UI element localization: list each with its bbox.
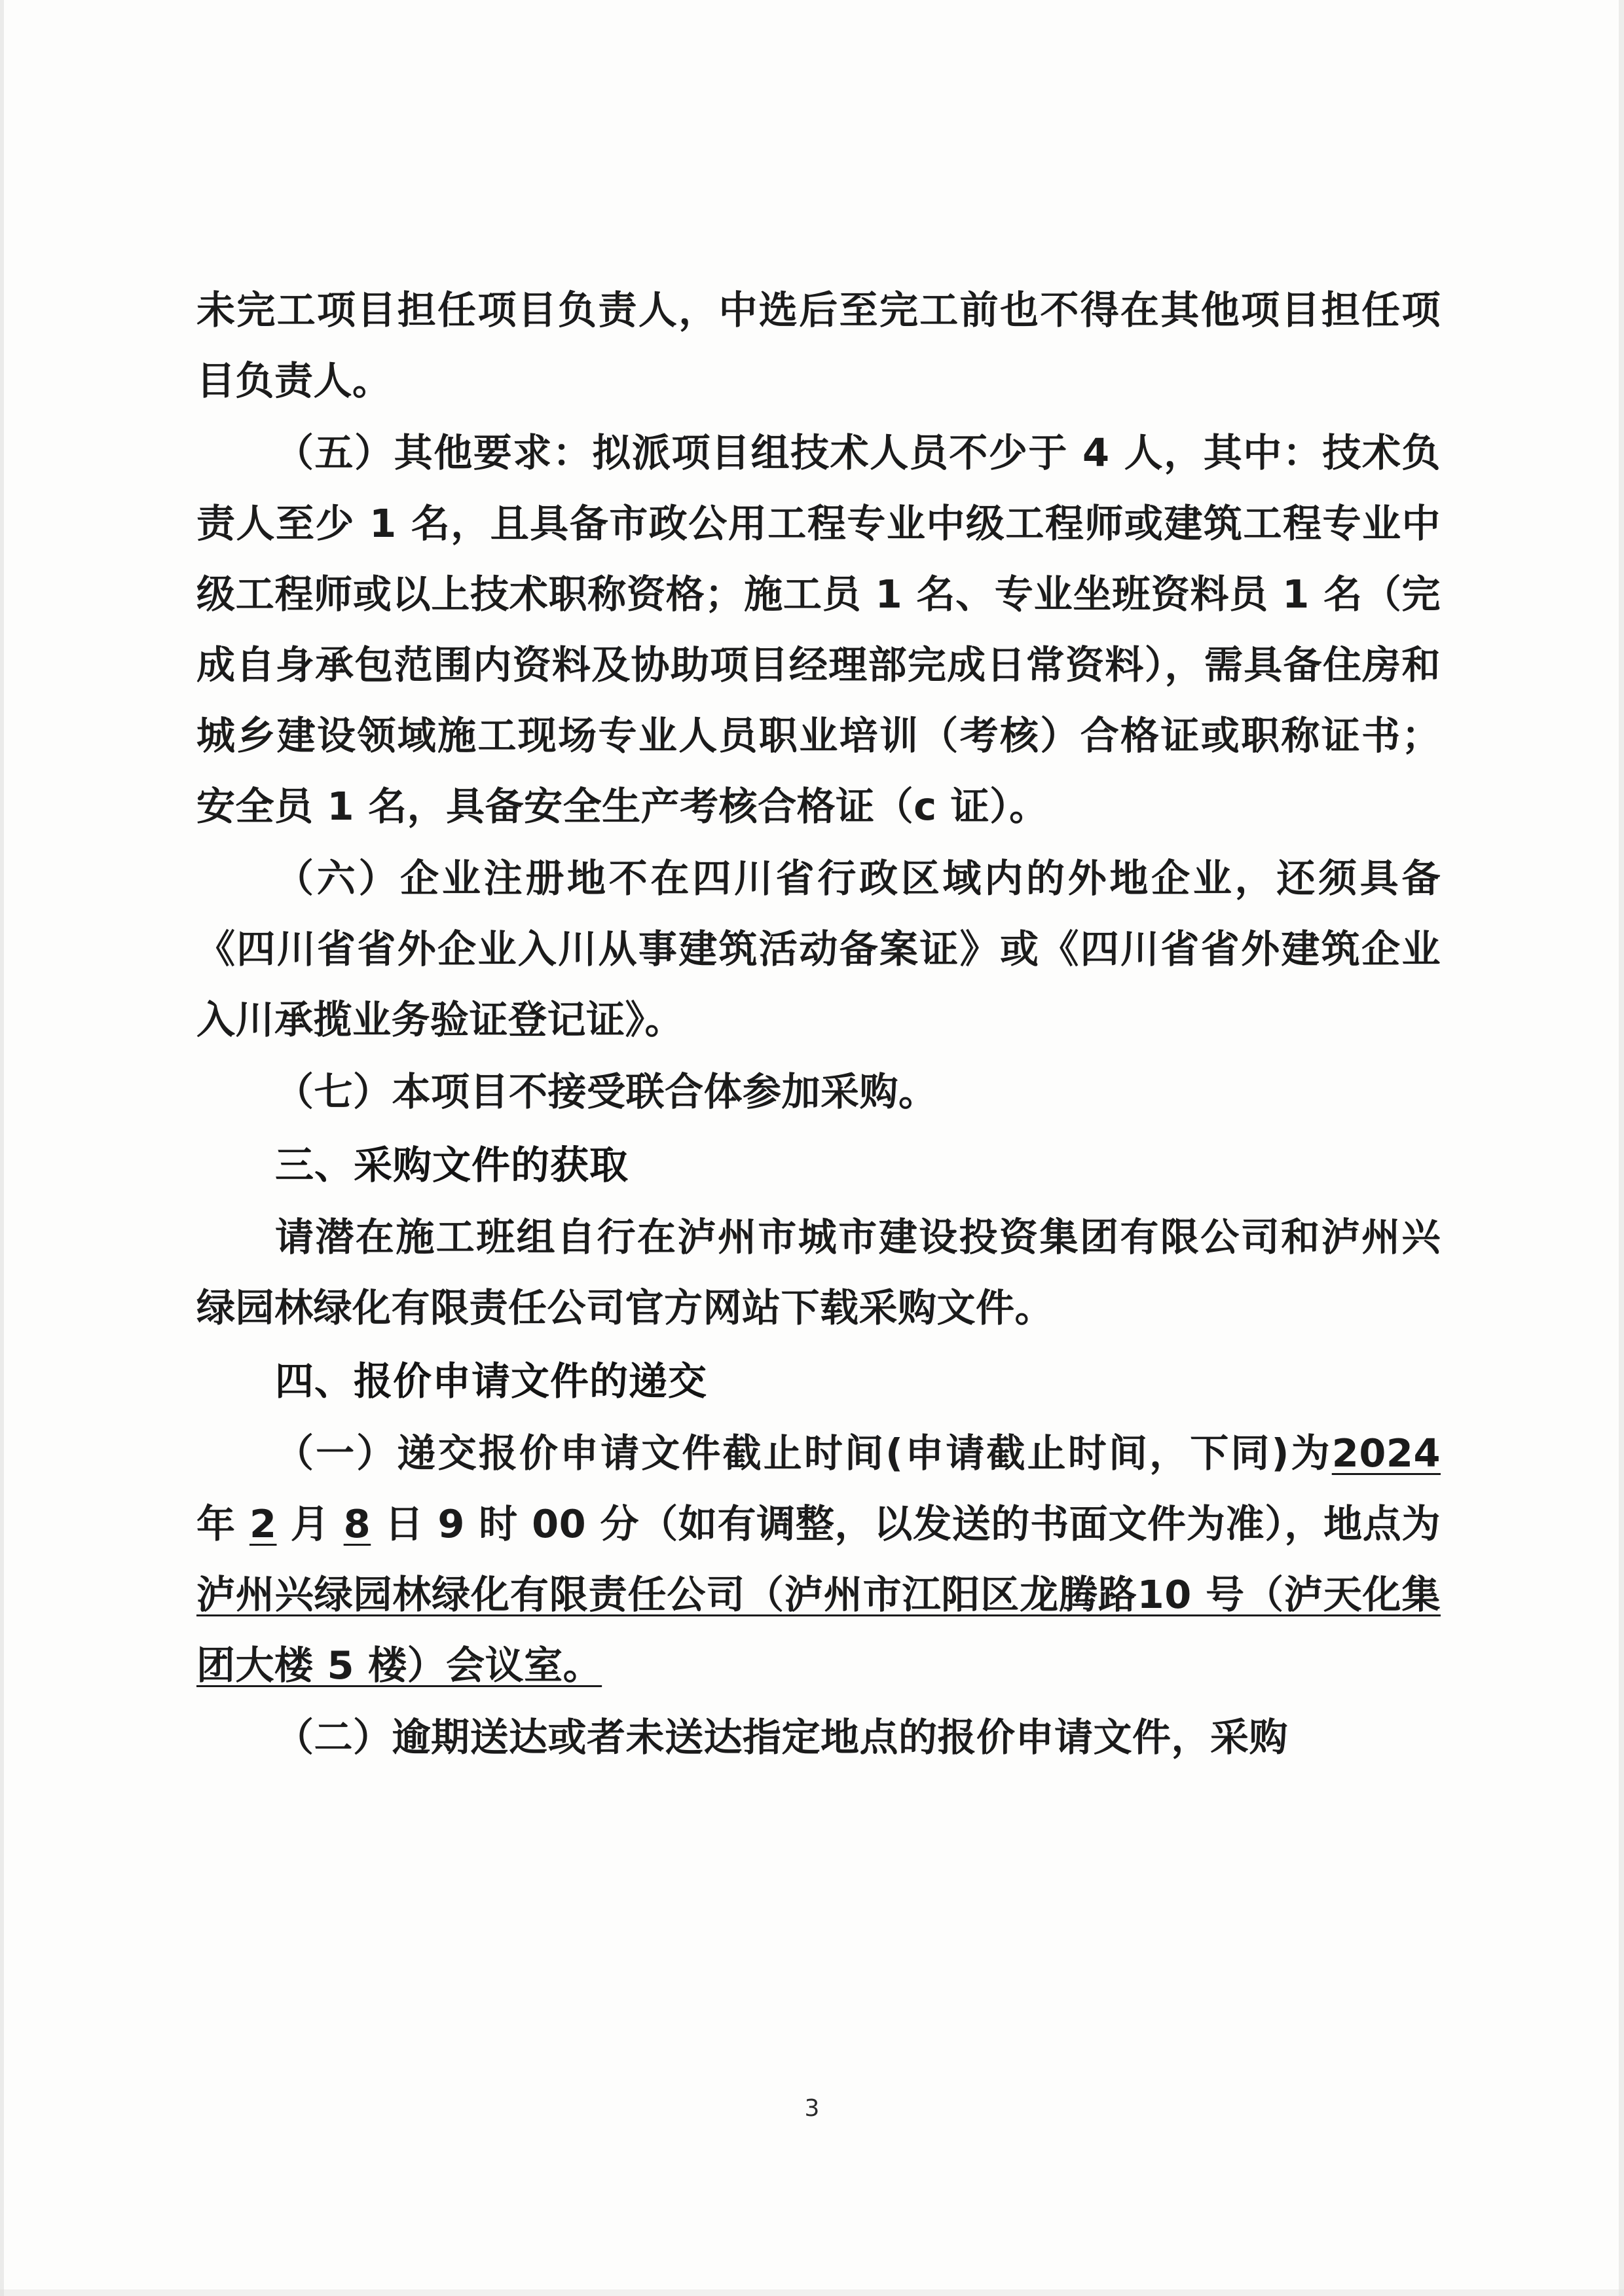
page-edge-bottom [0,2289,1624,2296]
run-text-0: （一）递交报价申请文件截止时间(申请截止时间，下同)为 [275,1430,1332,1476]
paragraph-item-six: （六）企业注册地不在四川省行政区域内的外地企业，还须具备《四川省省外企业入川从事建筑活动备案证》或《四川省省外建筑企业入川承揽业务验证登记证》。 [196,856,1441,1042]
run-text-1: 2024 [1331,1430,1441,1476]
run-text-7: 泸州兴绿园林绿化有限责任公司（泸州市江阳区龙腾路10 号（泸天化集团大楼 5 楼）会议室。 [196,1572,1441,1688]
paragraph-submission-deadline [196,1418,1441,1701]
run-text-4: 月 [276,1501,344,1546]
paragraph-continuation: 未完工项目担任项目负责人，中选后至完工前也不得在其他项目担任项目负责人。 [196,287,1441,403]
paragraph-item-seven: （七）本项目不接受联合体参加采购。 [275,1069,938,1114]
run-text-2: 年 [196,1501,249,1546]
paragraph-item-two: （二）逾期送达或者未送达指定地点的报价申请文件，采购 [275,1715,1289,1760]
paragraph-document-acquisition: 请潜在施工班组自行在泸州市城市建设投资集团有限公司和泸州兴绿园林绿化有限责任公司官方网站下载采购文件。 [196,1214,1441,1330]
page-edge-left [0,0,4,2296]
run-text-3: 2 [249,1501,277,1546]
run-text-5: 8 [343,1501,371,1546]
document-body [196,275,1441,1774]
run-text-6: 日 9 时 00 分（如有调整，以发送的书面文件为准），地点为 [371,1501,1441,1546]
section-heading-four: 四、报价申请文件的递交 [275,1358,708,1404]
page-number: 3 [804,2095,820,2122]
page-edge-right [1619,0,1624,2296]
section-heading-three: 三、采购文件的获取 [275,1142,629,1188]
paragraph-item-five: （五）其他要求：拟派项目组技术人员不少于 4 人，其中：技术负责人至少 1 名，且具备市政公用工程专业中级工程师或建筑工程专业中级工程师或以上技术职称资格；施工员 1 名、专业坐班资料员 1 名（完成自身承包范围内资料及协助项目经理部完成日常资料），需具备住房和城乡建设领域施工现场专业人员职业培训（考核）合格证或职称证书；安全员 1 名，具备安全生产考核合格证（c 证）。 [196,430,1441,829]
